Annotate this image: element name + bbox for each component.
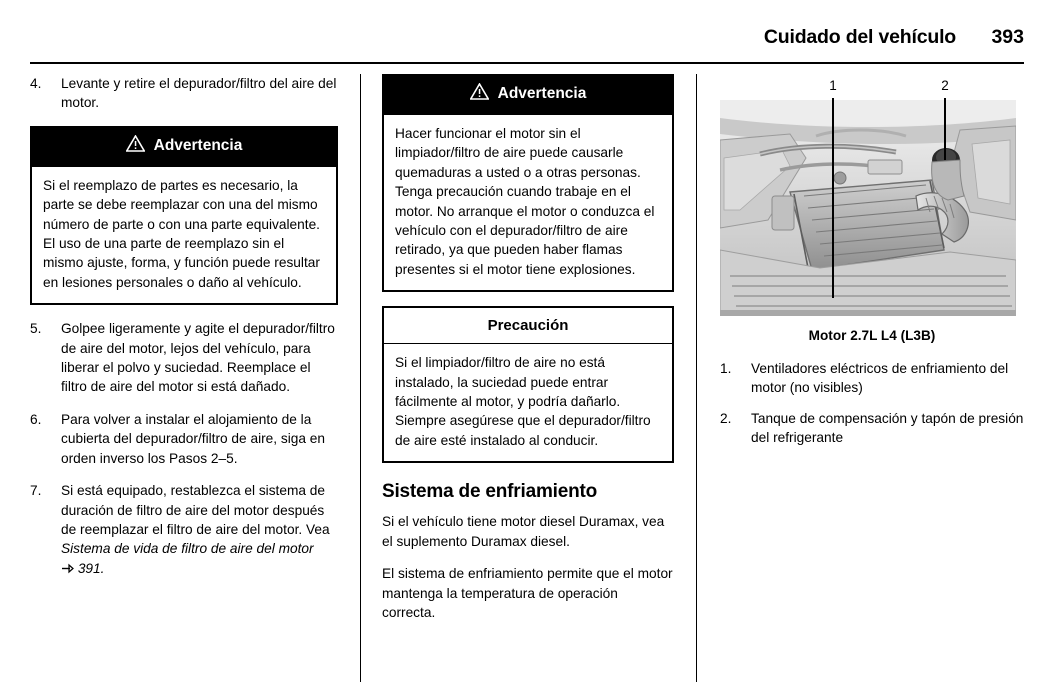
list-item [30, 481, 338, 578]
step-text: Para volver a instalar el alojamiento de la cubierta del depurador/filtro de aire, siga en orden inverso los Pasos 2–5. [61, 411, 326, 466]
figure-caption: Motor 2.7L L4 (L3B) [808, 328, 936, 343]
engine-compartment-photo [720, 100, 1016, 316]
legend-number: 1. [720, 361, 732, 376]
paragraph: Si el vehículo tiene motor diesel Duramax, vea el suplemento Duramax diesel. [382, 514, 665, 549]
warning-body: Hacer funcionar el motor sin el limpiador/filtro de aire puede causarle quemaduras a usted o a otras personas. Tenga precaución cuando trabaje en el motor. No arranque el motor o conduzca el vehículo con el depurador/filtro de aire retirado, ya que pueden haber flamas presentes si el motor tiene explosiones. [382, 115, 674, 292]
figure-legend [720, 359, 1024, 448]
list-item [720, 409, 1024, 448]
list-item [30, 319, 338, 397]
figure-callouts [720, 78, 1024, 100]
page-number: 393 [991, 26, 1024, 48]
step-number: 5. [30, 321, 42, 337]
callout-2: 2 [941, 78, 949, 93]
step-cross-reference: Sistema de vida de filtro de aire del motor [61, 541, 314, 557]
warning-header [382, 74, 674, 115]
leader-line-1 [832, 98, 834, 298]
caution-box [382, 306, 674, 463]
page-header [30, 26, 1024, 62]
legend-number: 2. [720, 410, 732, 426]
warning-box-parts [30, 126, 338, 305]
step-text: Levante y retire el depurador/filtro del aire del motor. [61, 76, 337, 111]
caution-title: Precaución [382, 306, 674, 344]
warning-triangle-icon [470, 83, 489, 105]
page-title: Cuidado del vehículo [763, 26, 956, 48]
callout-1: 1 [829, 78, 837, 93]
step-text: Si está equipado, restablezca el sistema de duración de filtro de aire del motor después de reemplazar el filtro de aire del motor. Vea [61, 483, 330, 537]
header-divider [30, 62, 1024, 64]
step-number: 6. [30, 411, 42, 427]
list-item [30, 410, 338, 468]
legend-text: Tanque de compensación y tapón de presión del refrigerante [751, 410, 1024, 446]
column-two [360, 74, 696, 682]
leader-line-2 [944, 98, 946, 160]
steps-list-left [30, 74, 338, 113]
warning-title: Advertencia [153, 136, 243, 154]
step-number: 4. [30, 76, 42, 91]
step-page-reference [61, 559, 338, 578]
caution-body: Si el limpiador/filtro de aire no está instalado, la suciedad puede entrar fácilmente al motor, y podría dañarlo. Siempre asegúrese que el depurador/filtro de aire esté instalado al conducir. [382, 344, 674, 463]
warning-triangle-icon [126, 135, 145, 157]
list-item [720, 359, 1024, 398]
legend-text: Ventiladores eléctricos de enfriamiento del motor (no visibles) [751, 361, 1009, 396]
section-heading-cooling: Sistema de enfriamiento [382, 481, 598, 503]
steps-list-left-cont [30, 319, 338, 578]
step-text: Golpee ligeramente y agite el depurador/filtro de aire del motor, lejos del vehículo, para liberar el polvo y suciedad. Reemplace el filtro de aire del motor si está dañado. [61, 321, 335, 395]
warning-body: Si el reemplazo de partes es necesario, la parte se debe reemplazar con una del mismo número de parte o con una parte equivalente. El uso de una parte de reemplazo sin el mismo ajuste, forma, y función puede resultar en lesiones personales o daño al vehículo. [30, 167, 338, 305]
column-one [30, 74, 360, 682]
warning-title: Advertencia [497, 85, 587, 102]
warning-box-engine [382, 74, 674, 292]
list-item [30, 74, 338, 113]
figure [720, 78, 1024, 343]
step-number: 7. [30, 483, 42, 499]
column-three [696, 74, 1024, 682]
page-columns [30, 74, 1024, 682]
paragraph: El sistema de enfriamiento permite que el motor mantenga la temperatura de operación correcta. [382, 566, 673, 620]
page-ref-visible: 391. [77, 560, 105, 576]
arrow-right-icon [61, 563, 74, 574]
warning-header [30, 126, 338, 167]
